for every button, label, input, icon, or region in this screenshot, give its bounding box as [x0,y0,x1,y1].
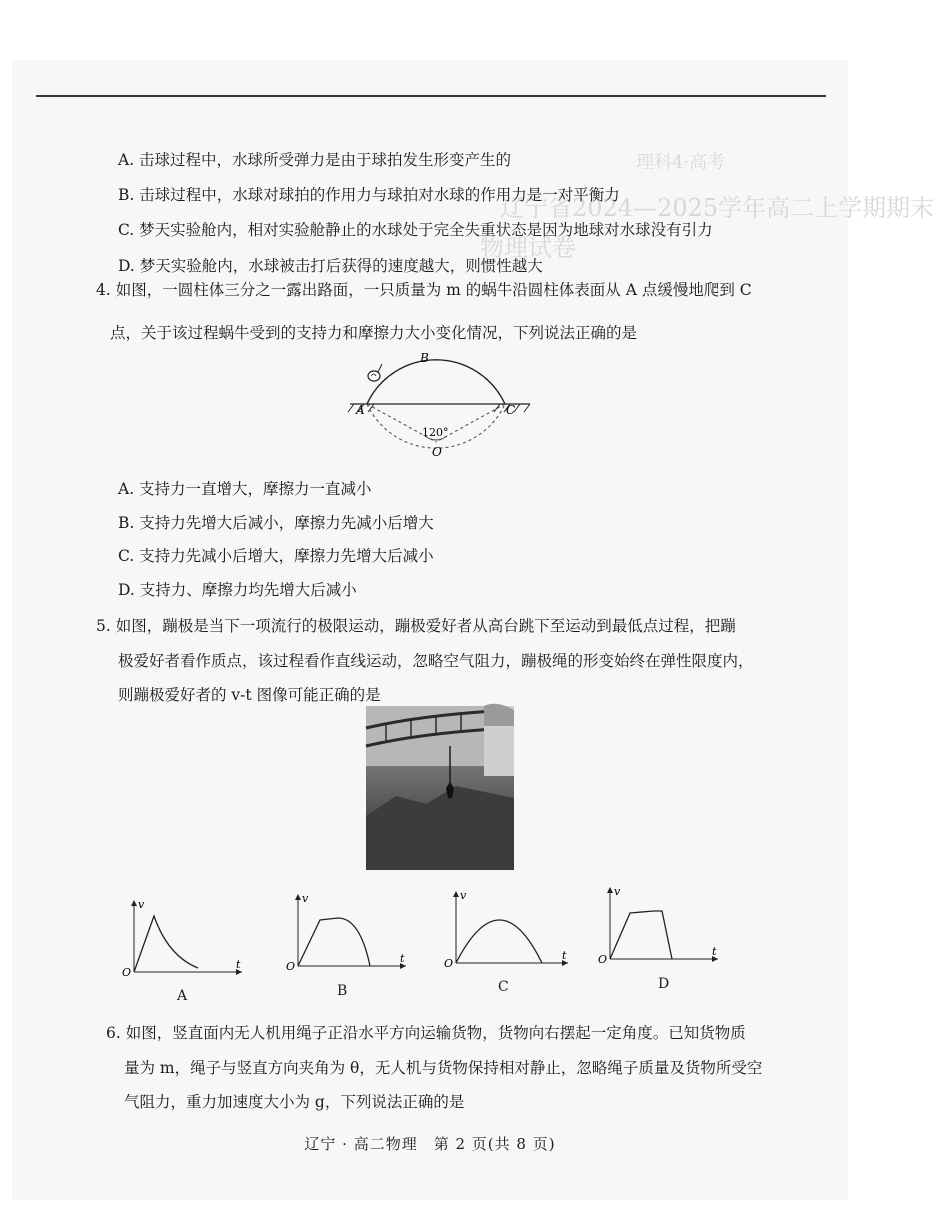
bleed-text: 理科4·高考 [636,152,726,173]
label-b: B [420,351,429,365]
origin-label: O [122,966,132,979]
q5-stem-2: 极爱好者看作质点，该过程看作直线运动，忽略空气阻力，蹦极绳的形变始终在弹性限度内， [118,652,754,670]
vt-graph-b [282,890,412,975]
q4-option-d: D. 支持力、摩擦力均先增大后减小 [118,581,357,599]
label-o: O [432,445,442,459]
bleed-text: 物理试卷 [480,234,576,262]
q3-option-c: C. 梦天实验舱内，相对实验舱静止的水球处于完全失重状态是因为地球对水球没有引力 [118,221,713,239]
caption-a: A [177,988,188,1004]
q4-option-b: B. 支持力先增大后减小，摩擦力先减小后增大 [118,514,434,532]
caption-c: C [498,979,509,995]
q4-stem-1: 4. 如图，一圆柱体三分之一露出路面，一只质量为 m 的蜗牛沿圆柱体表面从 A 点缓慢地爬到 C [96,281,752,299]
q4-option-a: A. 支持力一直增大，摩擦力一直减小 [118,480,372,498]
snail-icon [368,364,382,381]
q6-stem-1: 6. 如图，竖直面内无人机用绳子正沿水平方向运输货物，货物向右摆起一定角度。已知货物质 [106,1024,746,1042]
v-axis-label: v [614,885,621,898]
label-a: A [356,403,365,417]
q5-stem-3: 则蹦极爱好者的 v-t 图像可能正确的是 [118,686,381,704]
cylinder-figure [340,348,540,460]
t-axis-label: t [712,945,717,958]
label-c: C [506,403,516,417]
q6-stem-2: 量为 m，绳子与竖直方向夹角为 θ，无人机与货物保持相对静止，忽略绳子质量及货物所受空 [124,1059,763,1077]
origin-label: O [444,957,454,970]
q3-option-a: A. 击球过程中，水球所受弹力是由于球拍发生形变产生的 [118,151,512,169]
vt-graph-c [440,887,575,972]
q4-stem-2: 点，关于该过程蜗牛受到的支持力和摩擦力大小变化情况，下列说法正确的是 [110,324,638,342]
q4-option-c: C. 支持力先减小后增大，摩擦力先增大后减小 [118,547,434,565]
q6-stem-3: 气阻力，重力加速度大小为 g，下列说法正确的是 [124,1093,465,1111]
q3-option-b: B. 击球过程中，水球对球拍的作用力与球拍对水球的作用力是一对平衡力 [118,186,620,204]
t-axis-label: t [562,949,567,962]
bungee-photo [366,706,514,870]
v-axis-label: v [302,892,309,905]
t-axis-label: t [236,958,241,971]
q5-stem-1: 5. 如图，蹦极是当下一项流行的极限运动，蹦极爱好者从高台跳下至运动到最低点过程，把蹦 [96,617,736,635]
caption-d: D [658,976,670,992]
vt-graph-d [594,883,724,968]
angle-label: 120° [422,426,449,439]
page-footer: 辽宁 · 高二物理 第 2 页(共 8 页) [304,1135,556,1153]
q3-option-d: D. 梦天实验舱内，水球被击打后获得的速度越大，则惯性越大 [118,257,543,275]
origin-label: O [598,953,608,966]
v-axis-label: v [460,889,467,902]
vt-graph-a [118,896,248,981]
bleed-text: 辽宁省2024—2025学年高二上学期期末 [500,194,934,222]
header-rule [36,95,826,97]
caption-b: B [337,983,348,999]
t-axis-label: t [400,952,405,965]
v-axis-label: v [138,898,145,911]
origin-label: O [286,960,296,973]
